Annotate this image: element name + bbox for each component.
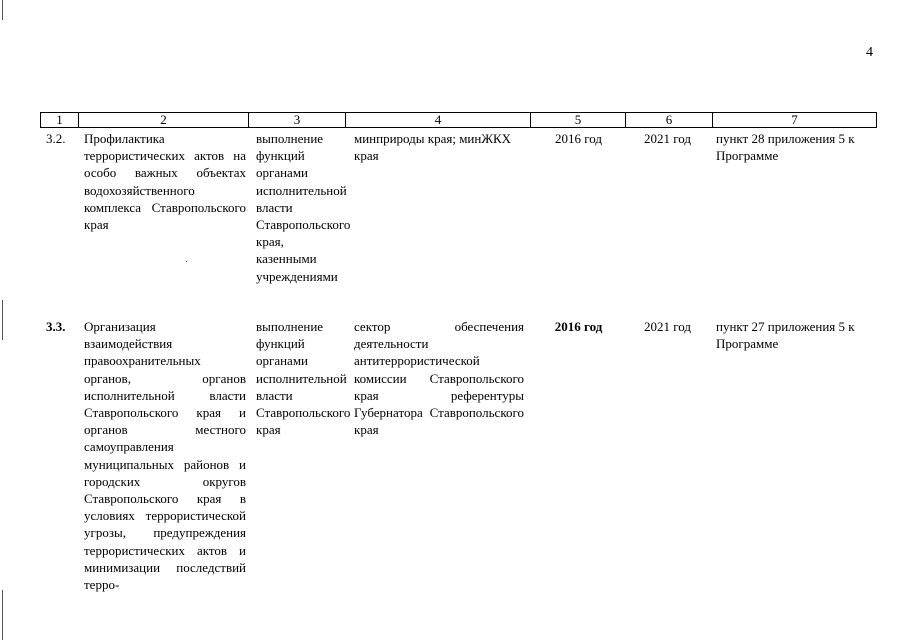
page-number: 4 [866, 45, 873, 60]
column-number-header [40, 112, 877, 128]
scan-edge-line [2, 590, 3, 640]
col-header-6: 6 [626, 113, 713, 128]
implementation-method: выполнение функций органами исполнительной власти Ставропольского края [256, 319, 351, 438]
row-number: 3.2. [46, 131, 66, 146]
activity-name: Профилактика террористических актов на особо важных объектах водохозяйственного комплекса Ставропольского края [84, 131, 246, 233]
scan-edge-line [2, 300, 3, 340]
col-header-1: 1 [41, 113, 79, 128]
activity-name: Организация взаимодействия правоохранительных органов, органов исполнительной власти Ставропольского края и органов местного самоуправления муниципальных районов и городских округов Ставропольского края в условиях террористической угрозы, предупреждения террористических актов и минимизации последствий терро- [84, 319, 246, 593]
executor: минприроды края; минЖКХ края [354, 131, 512, 164]
col-header-2: 2 [79, 113, 249, 128]
row-number: 3.3. [46, 319, 66, 334]
start-year: 2016 год [555, 131, 602, 146]
col-header-5: 5 [531, 113, 626, 128]
scan-speck [186, 261, 187, 262]
implementation-method: выполнение функций органами исполнительной власти Ставропольского края, казенными учреждениями [256, 131, 351, 284]
program-reference: пункт 28 приложения 5 к Программе [716, 131, 855, 164]
program-reference: пункт 27 приложения 5 к Программе [716, 319, 855, 352]
col-header-7: 7 [713, 113, 877, 128]
scan-edge-line [2, 0, 3, 20]
executor: сектор обеспечения деятельности антитеррористической комиссии Ставропольского края референтуры Губернатора Ставропольского края [354, 319, 524, 438]
col-header-4: 4 [346, 113, 531, 128]
end-year: 2021 год [644, 319, 691, 334]
end-year: 2021 год [644, 131, 691, 146]
col-header-3: 3 [249, 113, 346, 128]
start-year: 2016 год [554, 319, 603, 334]
